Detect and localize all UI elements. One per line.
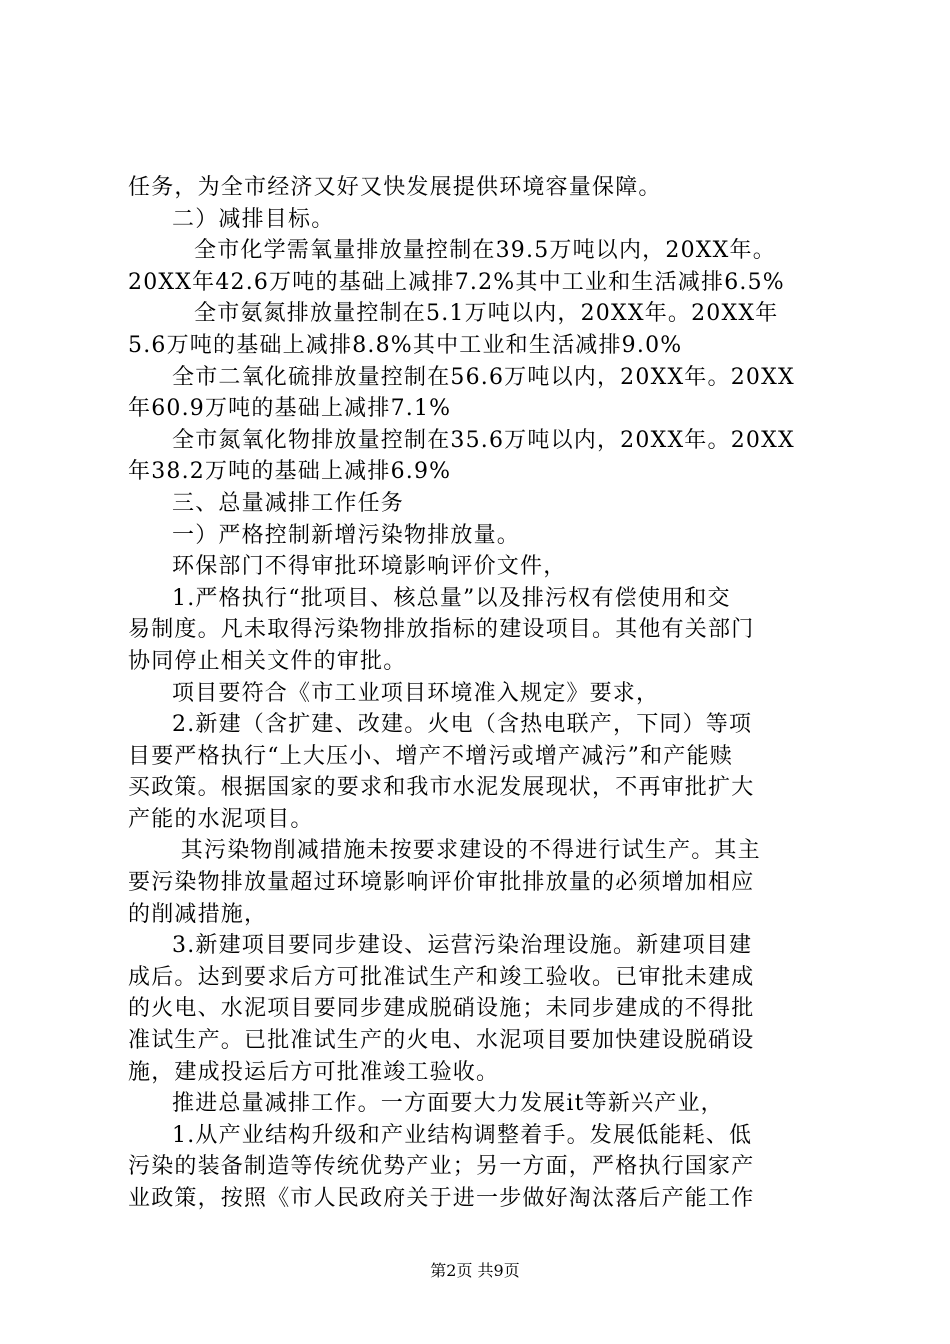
- text-line: 项目要符合《市工业项目环境准入规定》要求，: [172, 680, 660, 706]
- text-line: 污染的装备制造等传统优势产业；另一方面，严格执行国家产: [128, 1154, 755, 1180]
- text-line: 环保部门不得审批环境影响评价文件，: [172, 554, 567, 580]
- text-line: 推进总量减排工作。一方面要大力发展it等新兴产业，: [172, 1091, 724, 1117]
- document-body: [128, 172, 833, 1215]
- text-line: 的火电、水泥项目要同步建成脱硝设施；未同步建成的不得批: [128, 996, 755, 1022]
- text-line: 成后。达到要求后方可批准试生产和竣工验收。已审批未建成: [128, 964, 755, 990]
- text-line: 施，建成投运后方可批准竣工验收。: [128, 1059, 500, 1085]
- text-line: 产能的水泥项目。: [128, 806, 314, 832]
- text-line: 3.新建项目要同步建设、运营污染治理设施。新建项目建: [172, 933, 753, 959]
- text-line: 要污染物排放量超过环境影响评价审批排放量的必须增加相应: [128, 870, 755, 896]
- text-line: 5.6万吨的基础上减排8.8%其中工业和生活减排9.0%: [128, 332, 683, 358]
- text-line: 全市氨氮排放量控制在5.1万吨以内，20XX年。20XX年: [194, 301, 779, 327]
- text-line: 易制度。凡未取得污染物排放指标的建设项目。其他有关部门: [128, 617, 755, 643]
- text-line: 准试生产。已批准试生产的火电、水泥项目要加快建设脱硝设: [128, 1028, 755, 1054]
- text-line: 2.新建（含扩建、改建。火电（含热电联产，下同）等项: [172, 712, 753, 738]
- text-line: 一）严格控制新增污染物排放量。: [172, 522, 521, 548]
- text-line: 买政策。根据国家的要求和我市水泥发展现状，不再审批扩大: [128, 775, 755, 801]
- text-line: 任务，为全市经济又好又快发展提供环境容量保障。: [128, 175, 662, 200]
- text-line: 业政策，按照《市人民政府关于进一步做好淘汰落后产能工作: [128, 1186, 755, 1211]
- text-line: 年60.9万吨的基础上减排7.1%: [128, 396, 452, 422]
- text-line: 1.严格执行“批项目、核总量”以及排污权有偿使用和交: [172, 585, 731, 611]
- text-line: 三、总量减排工作任务: [172, 490, 405, 516]
- text-line: 目要严格执行“上大压小、增产不增污或增产减污”和产能赎: [128, 743, 733, 769]
- text-line: 全市二氧化硫排放量控制在56.6万吨以内，20XX年。20XX: [172, 364, 795, 390]
- text-line: 年38.2万吨的基础上减排6.9%: [128, 459, 452, 485]
- text-line: 20XX年42.6万吨的基础上减排7.2%其中工业和生活减排6.5%: [128, 269, 785, 295]
- text-line: 二）减排目标。: [172, 206, 335, 232]
- page-footer: 第2页 共9页: [430, 1261, 520, 1280]
- text-line: 1.从产业结构升级和产业结构调整着手。发展低能耗、低: [172, 1122, 753, 1148]
- text-line: 全市化学需氧量排放量控制在39.5万吨以内，20XX年。: [194, 238, 776, 264]
- text-line: 协同停止相关文件的审批。: [128, 648, 407, 674]
- text-line: 全市氮氧化物排放量控制在35.6万吨以内，20XX年。20XX: [172, 427, 795, 453]
- text-line: 其污染物削减措施未按要求建设的不得进行试生产。其主: [180, 838, 761, 864]
- text-line: 的削减措施，: [128, 901, 268, 927]
